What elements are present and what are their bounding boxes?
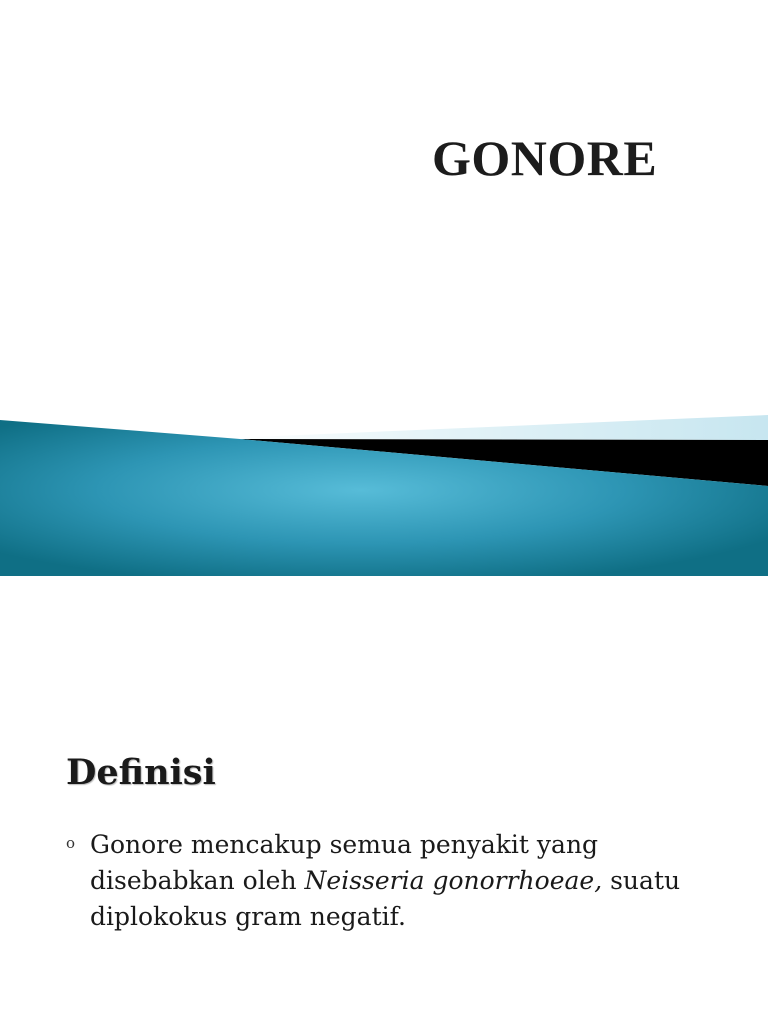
bullet-text-after: suatu diplokokus gram negatif. [90,866,681,931]
slide-heading: Definisi [66,752,216,793]
bullet-marker: o [66,834,76,852]
bullet-list [66,827,716,935]
banner-light-stripe [230,415,768,440]
species-name: Neisseria gonorrhoeae, [304,866,603,895]
bullet-text-before: Gonore mencakup semua penyakit yang disebabkan oleh [90,830,599,895]
bullet-item [66,827,716,935]
slide-title: GONORE [432,130,658,186]
definition-slide [0,576,768,1024]
decorative-banner [0,410,768,576]
